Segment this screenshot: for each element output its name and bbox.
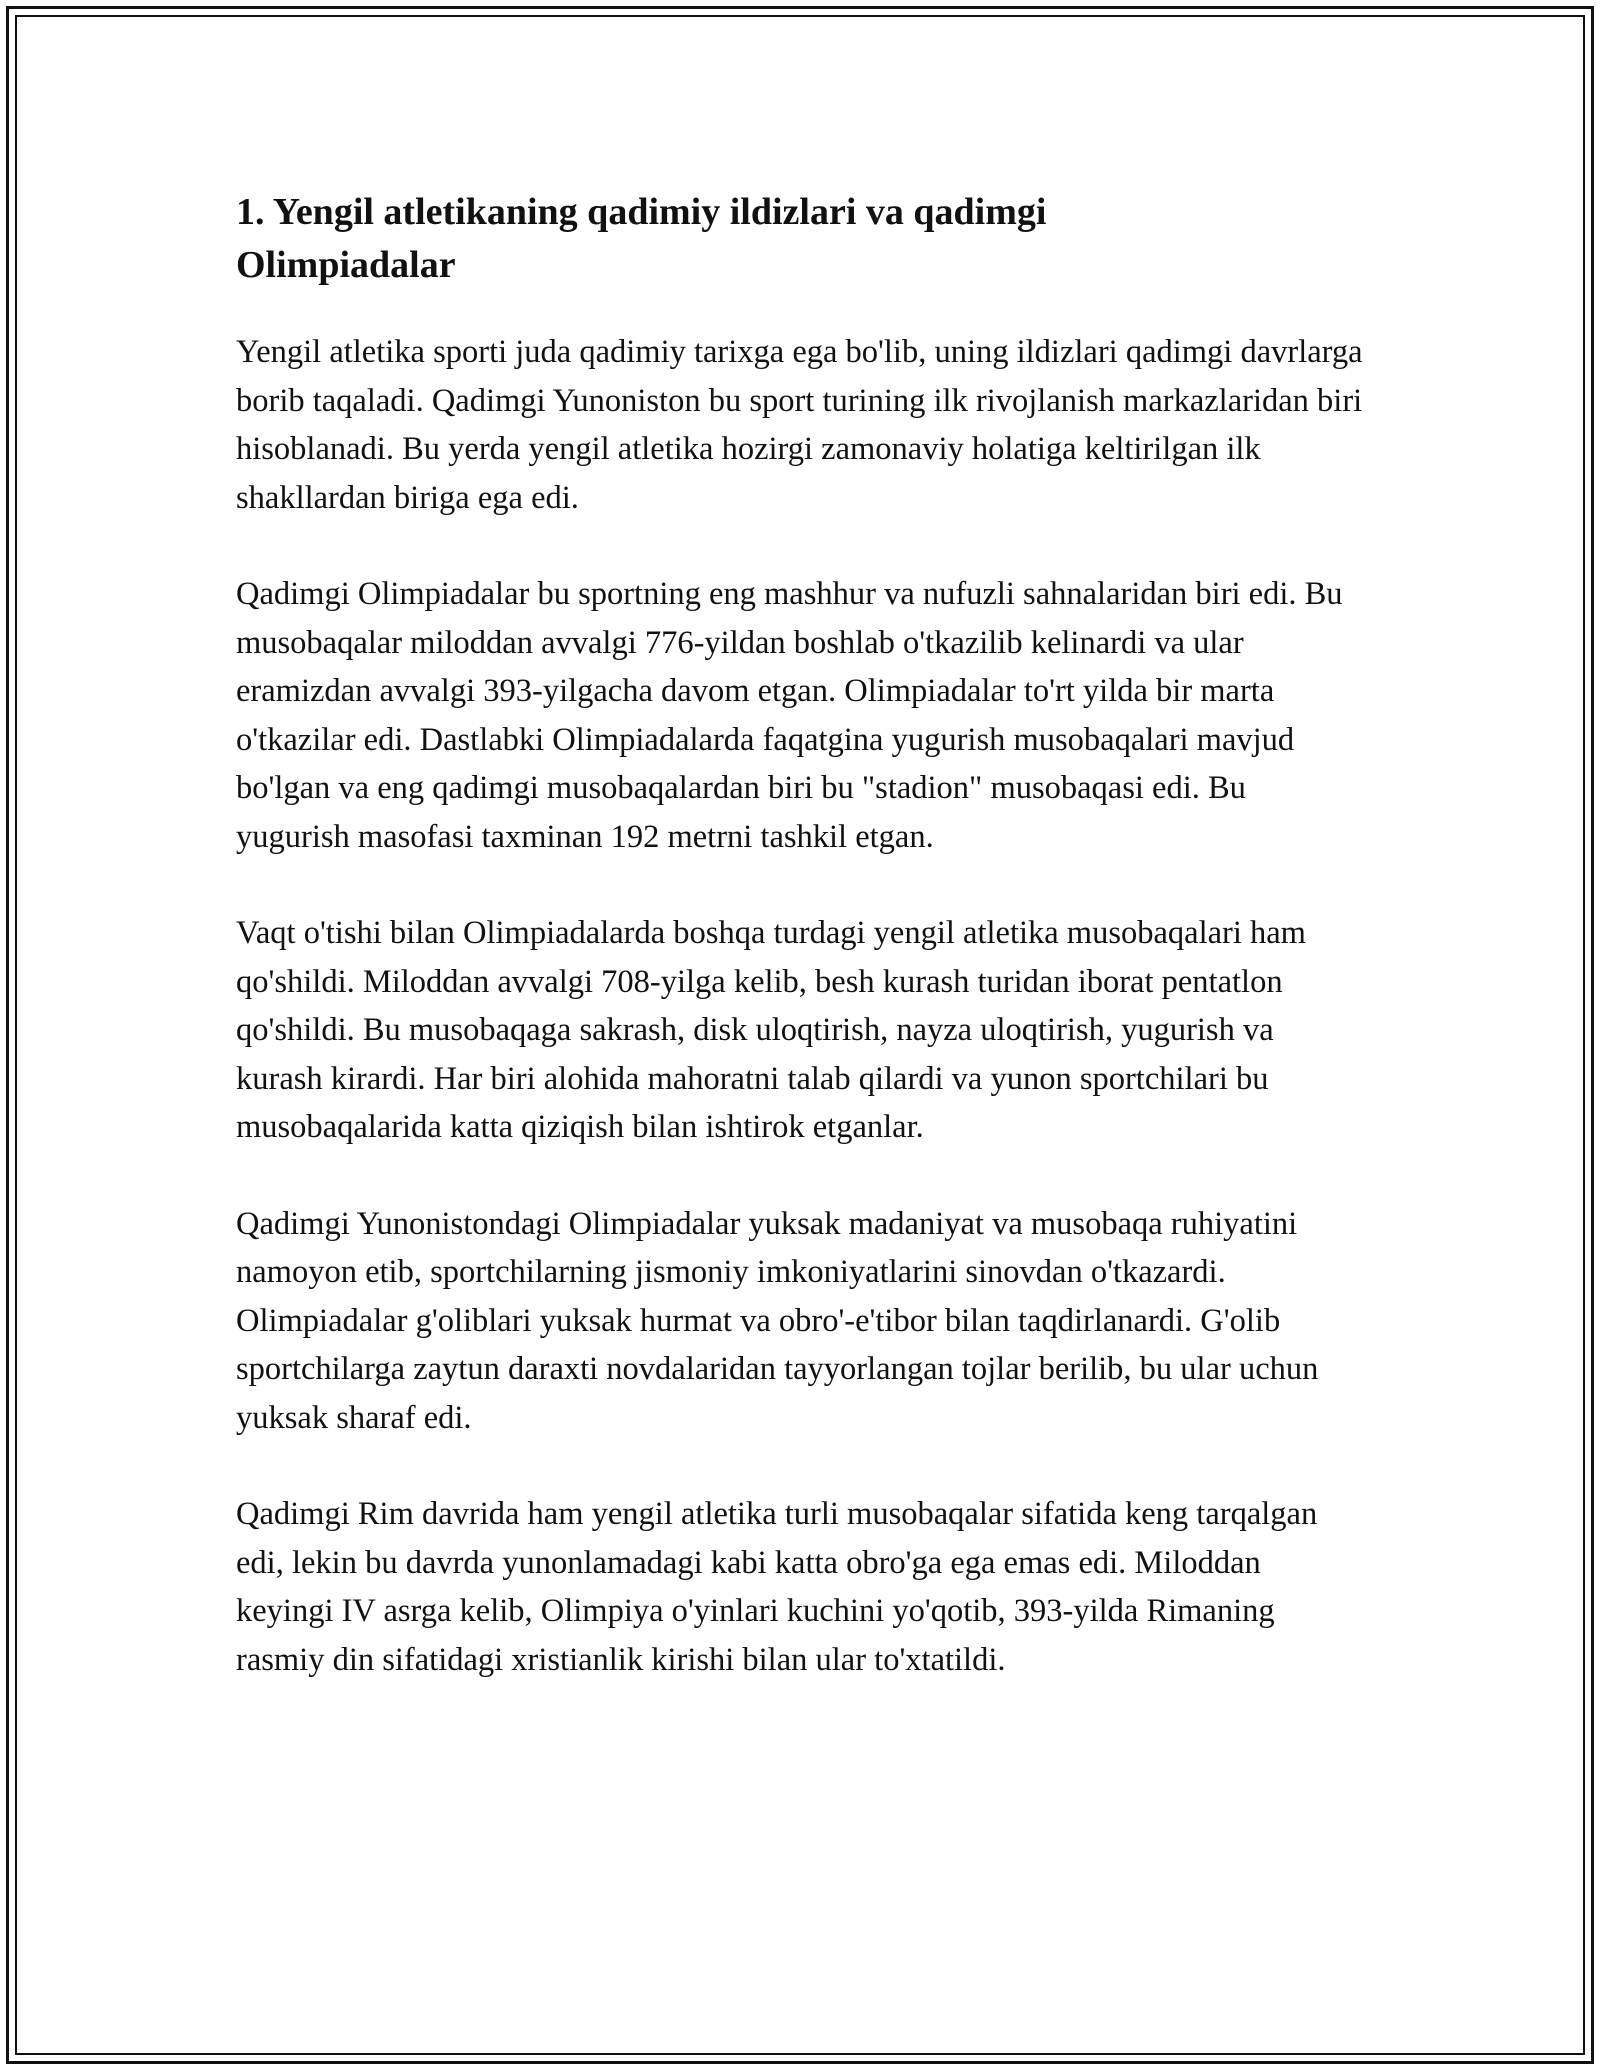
document-body	[236, 186, 1366, 1732]
paragraph-pentathlon: Vaqt o'tishi bilan Olimpiadalarda boshqa turdagi yengil atletika musobaqalari ham qo'shildi. Miloddan avvalgi 708-yilga kelib, besh kurash turidan iborat pentatlon qo'shildi. Bu musobaqaga sakrash, disk uloqtirish, nayza uloqtirish, yugurish va kurash kirardi. Har biri alohida mahoratni talab qilardi va yunon sportchilari bu musobaqalarida katta qiziqish bilan ishtirok etganlar.	[236, 915, 1306, 1145]
paragraph-intro: Yengil atletika sporti juda qadimiy tarixga ega bo'lib, uning ildizlari qadimgi davrlarga borib taqaladi. Qadimgi Yunoniston bu sport turining ilk rivojlanish markazlaridan biri hisoblanadi. Bu yerda yengil atletika hozirgi zamonaviy holatiga keltirilgan ilk shakllardan biriga ega edi.	[236, 334, 1363, 516]
section-heading: 1. Yengil atletikaning qadimiy ildizlari va qadimgi Olimpiadalar	[236, 191, 1047, 286]
paragraph-ancient-rome: Qadimgi Rim davrida ham yengil atletika turli musobaqalar sifatida keng tarqalgan edi, lekin bu davrda yunonlamadagi kabi katta obro'ga ega emas edi. Miloddan keyingi IV asrga kelib, Olimpiya o'yinlari kuchini yo'qotib, 393-yilda Rimaning rasmiy din sifatidagi xristianlik kirishi bilan ular to'xtatildi.	[236, 1496, 1318, 1678]
paragraph-ancient-olympics: Qadimgi Olimpiadalar bu sportning eng mashhur va nufuzli sahnalaridan biri edi. Bu musobaqalar miloddan avvalgi 776-yildan boshlab o'tkazilib kelinardi va ular eramizdan avvalgi 393-yilgacha davom etgan. Olimpiadalar to'rt yilda bir marta o'tkazilar edi. Dastlabki Olimpiadalarda faqatgina yugurish musobaqalari mavjud bo'lgan va eng qadimgi musobaqalardan biri bu "stadion" musobaqasi edi. Bu yugurish masofasi taxminan 192 metrni tashkil etgan.	[236, 576, 1343, 855]
paragraph-olympic-honors: Qadimgi Yunonistondagi Olimpiadalar yuksak madaniyat va musobaqa ruhiyatini namoyon etib, sportchilarning jismoniy imkoniyatlarini sinovdan o'tkazardi. Olimpiadalar g'oliblari yuksak hurmat va obro'-e'tibor bilan taqdirlanardi. G'olib sportchilarga zaytun daraxti novdalaridan tayyorlangan tojlar berilib, bu ular uchun yuksak sharaf edi.	[236, 1205, 1319, 1436]
